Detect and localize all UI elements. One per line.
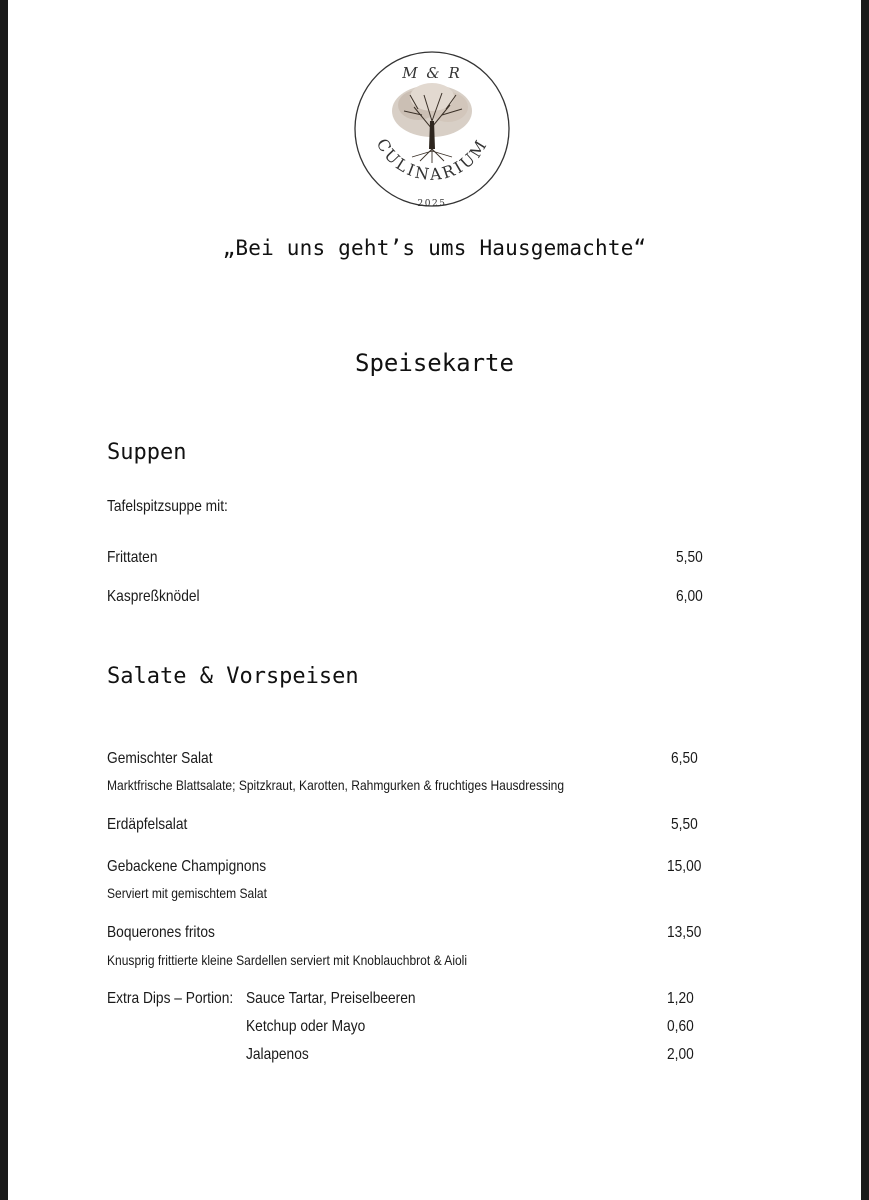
menu-item-description: Serviert mit gemischtem Salat (107, 885, 267, 901)
menu-item-price: 13,50 (667, 924, 702, 941)
tree-icon (392, 83, 472, 163)
menu-item-price: 5,50 (671, 816, 698, 833)
logo-year: 2025 (417, 199, 447, 209)
menu-item-description: Knusprig frittierte kleine Sardellen serviert mit Knoblauchbrot & Aioli (107, 952, 468, 968)
logo-initials: M & R (402, 64, 462, 82)
menu-item-price: 5,50 (676, 549, 703, 566)
soup-intro: Tafelspitzsuppe mit: (107, 498, 228, 515)
menu-item-name: Kaspreßknödel (107, 588, 200, 605)
logo-ring-text: CULINARIUM (372, 134, 492, 185)
menu-page (8, 0, 861, 1200)
menu-item-name: Erdäpfelsalat (107, 816, 188, 833)
dips-label: Extra Dips – Portion: (107, 990, 234, 1007)
dip-price: 0,60 (667, 1018, 694, 1035)
dip-name: Jalapenos (246, 1046, 309, 1063)
menu-item-price: 15,00 (667, 858, 702, 875)
dip-name: Ketchup oder Mayo (246, 1018, 366, 1035)
menu-item-name: Gemischter Salat (107, 750, 213, 767)
menu-item-price: 6,00 (676, 588, 703, 605)
section-heading-suppen: Suppen (107, 440, 187, 465)
section-heading-salate: Salate & Vorspeisen (107, 664, 359, 689)
page-title: Speisekarte (355, 349, 514, 377)
menu-item-name: Boquerones fritos (107, 924, 215, 941)
menu-item-description: Marktfrische Blattsalate; Spitzkraut, Karotten, Rahmgurken & fruchtiges Hausdressing (107, 777, 565, 793)
menu-item-price: 6,50 (671, 750, 698, 767)
culinarium-logo (352, 49, 512, 211)
dip-price: 2,00 (667, 1046, 694, 1063)
menu-item-name: Gebackene Champignons (107, 858, 267, 875)
dip-price: 1,20 (667, 990, 694, 1007)
menu-item-name: Frittaten (107, 549, 158, 566)
dip-name: Sauce Tartar, Preiselbeeren (246, 990, 416, 1007)
motto: „Bei uns geht’s ums Hausgemachte“ (222, 236, 647, 260)
